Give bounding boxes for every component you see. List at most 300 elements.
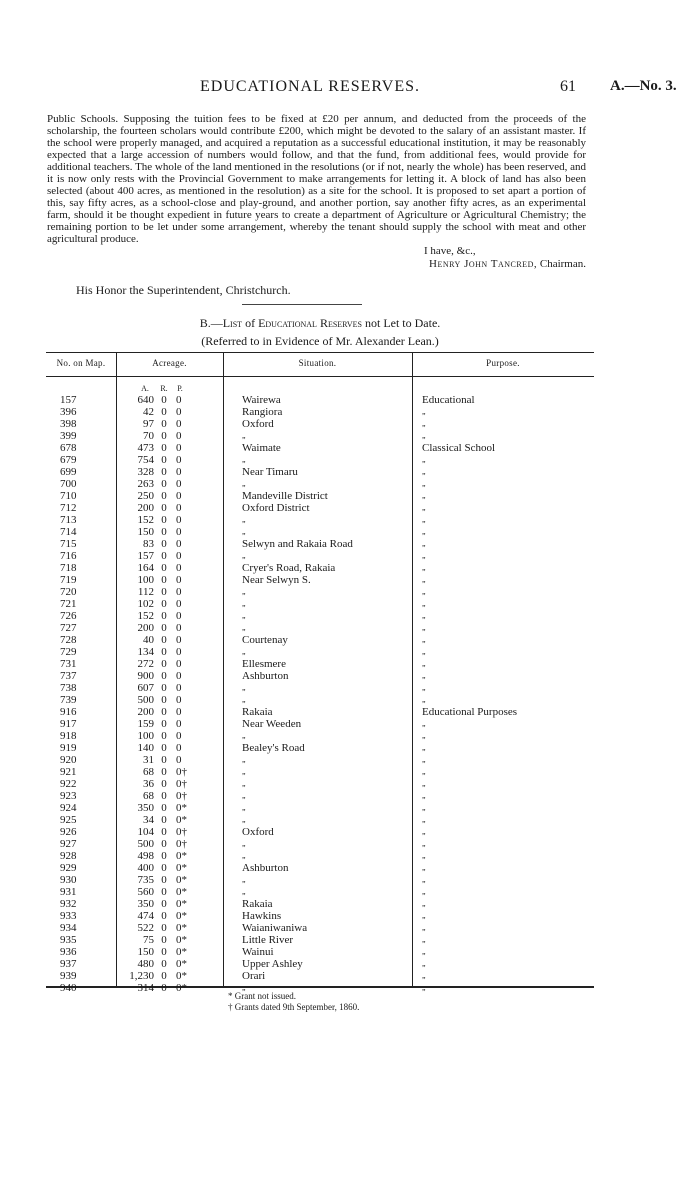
purpose-cell: „ [422, 407, 426, 416]
table-row [46, 442, 594, 454]
roods-cell: 0 [161, 442, 167, 454]
table-row [46, 598, 594, 610]
purpose-cell: „ [422, 539, 426, 548]
situation-cell: Little River [242, 934, 294, 946]
table-row [46, 874, 594, 886]
situation-cell: „ [242, 851, 246, 860]
perches-cell: 0 [176, 742, 182, 754]
perches-cell: 0* [176, 922, 187, 934]
perches-cell: 0* [176, 874, 187, 886]
table-row [46, 910, 594, 922]
situation-cell: „ [242, 683, 246, 692]
roods-cell: 0 [161, 622, 167, 634]
situation-cell: „ [242, 587, 246, 596]
map-number-cell: 678 [60, 442, 77, 454]
perches-cell: 0 [176, 718, 182, 730]
roods-cell: 0 [161, 754, 167, 766]
page-number: 61 [560, 78, 576, 95]
acres-cell: 350 [137, 898, 154, 910]
acres-cell: 42 [143, 406, 154, 418]
perches-cell: 0 [176, 562, 182, 574]
perches-cell: 0† [176, 790, 187, 802]
situation-cell: Selwyn and Rakaia Road [242, 538, 353, 550]
table-row [46, 682, 594, 694]
purpose-cell: „ [422, 815, 426, 824]
situation-cell: „ [242, 779, 246, 788]
purpose-cell: „ [422, 683, 426, 692]
roods-cell: 0 [161, 958, 167, 970]
table-row [46, 946, 594, 958]
roods-cell: 0 [161, 970, 167, 982]
roods-cell: 0 [161, 742, 167, 754]
letter-signoff [380, 245, 586, 271]
letter-addressee: His Honor the Superintendent, Christchurch. [76, 283, 291, 297]
perches-cell: 0 [176, 574, 182, 586]
perches-cell: 0* [176, 934, 187, 946]
roods-cell: 0 [161, 850, 167, 862]
roods-cell: 0 [161, 934, 167, 946]
table-row [46, 742, 594, 754]
map-number-cell: 679 [60, 454, 77, 466]
map-number-cell: 924 [60, 802, 77, 814]
perches-cell: 0 [176, 478, 182, 490]
acres-cell: 263 [137, 478, 154, 490]
purpose-cell: „ [422, 767, 426, 776]
situation-cell: Wairewa [242, 394, 281, 406]
situation-cell: „ [242, 983, 246, 992]
roods-cell: 0 [161, 634, 167, 646]
map-number-cell: 926 [60, 826, 77, 838]
table-row [46, 814, 594, 826]
purpose-cell: „ [422, 599, 426, 608]
acres-cell: 100 [137, 730, 154, 742]
acres-cell: 473 [137, 442, 154, 454]
purpose-cell: „ [422, 695, 426, 704]
purpose-cell: „ [422, 671, 426, 680]
table-row [46, 586, 594, 598]
unit-perches: P. [177, 384, 183, 393]
perches-cell: 0 [176, 754, 182, 766]
perches-cell: 0* [176, 814, 187, 826]
acres-cell: 200 [137, 622, 154, 634]
map-number-cell: 922 [60, 778, 77, 790]
perches-cell: 0* [176, 982, 187, 994]
situation-cell: „ [242, 839, 246, 848]
table-row [46, 574, 594, 586]
situation-cell: „ [242, 623, 246, 632]
purpose-cell: „ [422, 755, 426, 764]
footnote-grant-dated: † Grants dated 9th September, 1860. [228, 1002, 360, 1012]
list-title-list: List [222, 316, 243, 330]
table-row [46, 466, 594, 478]
table-row [46, 658, 594, 670]
roods-cell: 0 [161, 586, 167, 598]
acres-cell: 164 [137, 562, 154, 574]
perches-cell: 0† [176, 778, 187, 790]
roods-cell: 0 [161, 730, 167, 742]
table-row [46, 790, 594, 802]
map-number-cell: 918 [60, 730, 77, 742]
purpose-cell: „ [422, 563, 426, 572]
running-title: EDUCATIONAL RESERVES. [200, 78, 421, 95]
purpose-cell: „ [422, 647, 426, 656]
roods-cell: 0 [161, 514, 167, 526]
situation-cell: „ [242, 647, 246, 656]
perches-cell: 0 [176, 610, 182, 622]
purpose-cell: „ [422, 899, 426, 908]
acres-cell: 157 [137, 550, 154, 562]
acres-cell: 400 [137, 862, 154, 874]
acres-cell: 1,230 [129, 970, 154, 982]
acres-cell: 70 [143, 430, 154, 442]
purpose-cell: „ [422, 467, 426, 476]
perches-cell: 0 [176, 442, 182, 454]
letter-body: Public Schools. Supposing the tuition fees to be fixed at £20 per annum, and deducted from the proceeds of the scholarship, the fourteen scholars would contribute £200, which might be devoted to the salary of an assistant master. If the school were properly managed, and acquired a reputation as a successful educational institution, it may be reasonably expected that a large accession of numbers would follow, and that the fund, from additional fees, would provide for additional teachers. The whole of the land mentioned in the resolutions (or if not, nearly the whole) has been reserved, and it is now only rests with the Provincial Government to make arrangements for letting it. A block of land has also been selected (about 400 acres, as mentioned in the resolution) as a site for the school. It is proposed to set apart a portion of this, say fifty acres, as a school-close and play-ground, and another portion, say another fifty acres, as an experimental farm, should it be thought expedient in future years to create a department of Agriculture or Agricultural Chemistry; the remaining portion to be let under some arrangement, whereby the tenant should supply the school with meat and other agricultural produce. [47, 113, 586, 245]
purpose-cell: „ [422, 851, 426, 860]
perches-cell: 0 [176, 418, 182, 430]
acres-cell: 607 [137, 682, 154, 694]
situation-cell: „ [242, 431, 246, 440]
acres-cell: 152 [137, 610, 154, 622]
situation-cell: Upper Ashley [242, 958, 303, 970]
acres-cell: 500 [137, 838, 154, 850]
acres-cell: 159 [137, 718, 154, 730]
acres-cell: 350 [137, 802, 154, 814]
map-number-cell: 936 [60, 946, 77, 958]
map-number-cell: 715 [60, 538, 77, 550]
map-number-cell: 939 [60, 970, 77, 982]
roods-cell: 0 [161, 706, 167, 718]
map-number-cell: 937 [60, 958, 77, 970]
table-row [46, 922, 594, 934]
map-number-cell: 916 [60, 706, 77, 718]
roods-cell: 0 [161, 874, 167, 886]
table-row [46, 490, 594, 502]
perches-cell: 0 [176, 526, 182, 538]
situation-cell: „ [242, 455, 246, 464]
map-number-cell: 932 [60, 898, 77, 910]
purpose-cell: „ [422, 935, 426, 944]
acres-cell: 200 [137, 706, 154, 718]
map-number-cell: 927 [60, 838, 77, 850]
perches-cell: 0* [176, 862, 187, 874]
acres-cell: 328 [137, 466, 154, 478]
header-situation: Situation. [298, 358, 337, 368]
table-row [46, 886, 594, 898]
perches-cell: 0 [176, 598, 182, 610]
purpose-cell: „ [422, 971, 426, 980]
roods-cell: 0 [161, 682, 167, 694]
map-number-cell: 721 [60, 598, 77, 610]
perches-cell: 0* [176, 850, 187, 862]
purpose-cell: „ [422, 527, 426, 536]
acres-cell: 900 [137, 670, 154, 682]
map-number-cell: 710 [60, 490, 77, 502]
acres-cell: 150 [137, 946, 154, 958]
map-number-cell: 716 [60, 550, 77, 562]
perches-cell: 0 [176, 550, 182, 562]
roods-cell: 0 [161, 886, 167, 898]
purpose-cell: „ [422, 623, 426, 632]
roods-cell: 0 [161, 550, 167, 562]
table-row [46, 766, 594, 778]
acres-cell: 150 [137, 526, 154, 538]
map-number-cell: 934 [60, 922, 77, 934]
purpose-cell: „ [422, 491, 426, 500]
table-header-rule [46, 376, 594, 377]
situation-cell: Hawkins [242, 910, 282, 922]
map-number-cell: 925 [60, 814, 77, 826]
roods-cell: 0 [161, 574, 167, 586]
roods-cell: 0 [161, 562, 167, 574]
purpose-cell: „ [422, 875, 426, 884]
letter-closing: I have, &c., [424, 245, 476, 257]
situation-cell: Bealey's Road [242, 742, 305, 754]
map-number-cell: 920 [60, 754, 77, 766]
situation-cell: Waianiwaniwa [242, 922, 308, 934]
perches-cell: 0* [176, 802, 187, 814]
map-number-cell: 919 [60, 742, 77, 754]
acres-cell: 474 [137, 910, 154, 922]
map-number-cell: 729 [60, 646, 77, 658]
acres-cell: 68 [143, 766, 154, 778]
list-title-of: of [245, 316, 256, 330]
purpose-cell: „ [422, 503, 426, 512]
purpose-cell: „ [422, 779, 426, 788]
acres-cell: 522 [137, 922, 154, 934]
acres-cell: 102 [137, 598, 154, 610]
purpose-cell: „ [422, 587, 426, 596]
unit-acres: A. [141, 384, 149, 393]
situation-cell: „ [242, 515, 246, 524]
purpose-cell: „ [422, 551, 426, 560]
map-number-cell: 929 [60, 862, 77, 874]
table-row [46, 610, 594, 622]
table-row [46, 502, 594, 514]
situation-cell: „ [242, 527, 246, 536]
map-number-cell: 739 [60, 694, 77, 706]
purpose-cell: „ [422, 635, 426, 644]
table-row [46, 394, 594, 406]
acres-cell: 83 [143, 538, 154, 550]
roods-cell: 0 [161, 802, 167, 814]
map-number-cell: 157 [60, 394, 77, 406]
table-row [46, 778, 594, 790]
perches-cell: 0 [176, 502, 182, 514]
roods-cell: 0 [161, 898, 167, 910]
roods-cell: 0 [161, 862, 167, 874]
table-row [46, 898, 594, 910]
roods-cell: 0 [161, 778, 167, 790]
roods-cell: 0 [161, 946, 167, 958]
perches-cell: 0 [176, 406, 182, 418]
reserves-table [46, 352, 594, 994]
situation-cell: „ [242, 791, 246, 800]
situation-cell: „ [242, 731, 246, 740]
table-row [46, 562, 594, 574]
table-row [46, 718, 594, 730]
purpose-cell: „ [422, 575, 426, 584]
acres-cell: 480 [137, 958, 154, 970]
acres-cell: 134 [137, 646, 154, 658]
purpose-cell: „ [422, 923, 426, 932]
situation-cell: Oxford [242, 826, 274, 838]
table-row [46, 706, 594, 718]
map-number-cell: 928 [60, 850, 77, 862]
unit-roods: R. [160, 384, 168, 393]
perches-cell: 0 [176, 490, 182, 502]
acres-cell: 498 [137, 850, 154, 862]
roods-cell: 0 [161, 982, 167, 994]
purpose-cell: „ [422, 515, 426, 524]
map-number-cell: 738 [60, 682, 77, 694]
header-acreage: Acreage. [152, 358, 187, 368]
table-row [46, 970, 594, 982]
purpose-cell: „ [422, 983, 426, 992]
map-number-cell: 399 [60, 430, 77, 442]
situation-cell: Waimate [242, 442, 281, 454]
acres-cell: 112 [137, 586, 154, 598]
table-body [46, 394, 594, 994]
perches-cell: 0* [176, 958, 187, 970]
map-number-cell: 713 [60, 514, 77, 526]
map-number-cell: 726 [60, 610, 77, 622]
acres-cell: 140 [137, 742, 154, 754]
map-number-cell: 699 [60, 466, 77, 478]
situation-cell: Cryer's Road, Rakaia [242, 562, 336, 574]
perches-cell: 0 [176, 730, 182, 742]
acres-cell: 200 [137, 502, 154, 514]
purpose-cell: „ [422, 839, 426, 848]
table-row [46, 406, 594, 418]
roods-cell: 0 [161, 406, 167, 418]
perches-cell: 0 [176, 706, 182, 718]
table-row [46, 826, 594, 838]
perches-cell: 0 [176, 466, 182, 478]
perches-cell: 0† [176, 838, 187, 850]
roods-cell: 0 [161, 598, 167, 610]
purpose-cell: „ [422, 827, 426, 836]
situation-cell: Courtenay [242, 634, 288, 646]
table-row [46, 538, 594, 550]
roods-cell: 0 [161, 922, 167, 934]
table-row [46, 862, 594, 874]
purpose-cell: „ [422, 431, 426, 440]
table-row [46, 526, 594, 538]
list-title-suffix: not Let to Date. [364, 316, 441, 330]
purpose-cell: „ [422, 803, 426, 812]
footnotes [228, 991, 359, 1013]
roods-cell: 0 [161, 826, 167, 838]
table-row [46, 670, 594, 682]
perches-cell: 0 [176, 454, 182, 466]
table-row [46, 418, 594, 430]
situation-cell: „ [242, 551, 246, 560]
acres-cell: 31 [143, 754, 154, 766]
acres-cell: 250 [137, 490, 154, 502]
table-row [46, 430, 594, 442]
purpose-cell: „ [422, 863, 426, 872]
situation-cell: „ [242, 479, 246, 488]
perches-cell: 0 [176, 658, 182, 670]
table-row [46, 730, 594, 742]
roods-cell: 0 [161, 718, 167, 730]
header-purpose: Purpose. [486, 358, 520, 368]
roods-cell: 0 [161, 526, 167, 538]
perches-cell: 0 [176, 670, 182, 682]
table-row [46, 958, 594, 970]
header-map-number: No. on Map. [56, 358, 106, 368]
roods-cell: 0 [161, 646, 167, 658]
list-subtitle: (Referred to in Evidence of Mr. Alexander Lean.) [201, 334, 439, 348]
purpose-cell: Educational Purposes [422, 706, 518, 718]
signatory-name: Henry John Tancred, [429, 258, 538, 270]
table-top-rule [46, 352, 594, 353]
table-row [46, 634, 594, 646]
perches-cell: 0 [176, 586, 182, 598]
acres-cell: 640 [137, 394, 154, 406]
situation-cell: Rakaia [242, 706, 273, 718]
situation-cell: Oxford District [242, 502, 310, 514]
purpose-cell: Educational [422, 394, 475, 406]
perches-cell: 0 [176, 538, 182, 550]
situation-cell: „ [242, 611, 246, 620]
map-number-cell: 935 [60, 934, 77, 946]
running-head [0, 78, 700, 98]
situation-cell: „ [242, 695, 246, 704]
situation-cell: Ellesmere [242, 658, 286, 670]
roods-cell: 0 [161, 766, 167, 778]
roods-cell: 0 [161, 394, 167, 406]
map-number-cell: 917 [60, 718, 77, 730]
roods-cell: 0 [161, 502, 167, 514]
purpose-cell: „ [422, 791, 426, 800]
roods-cell: 0 [161, 430, 167, 442]
situation-cell: Rangiora [242, 406, 283, 418]
acres-cell: 272 [137, 658, 154, 670]
acres-cell: 560 [137, 886, 154, 898]
section-divider [242, 304, 362, 305]
map-number-cell: 737 [60, 670, 77, 682]
perches-cell: 0 [176, 430, 182, 442]
roods-cell: 0 [161, 790, 167, 802]
map-number-cell: 931 [60, 886, 77, 898]
roods-cell: 0 [161, 418, 167, 430]
table-row [46, 550, 594, 562]
roods-cell: 0 [161, 694, 167, 706]
list-title [0, 316, 640, 331]
situation-cell: „ [242, 767, 246, 776]
perches-cell: 0† [176, 826, 187, 838]
map-number-cell: 712 [60, 502, 77, 514]
purpose-cell: „ [422, 959, 426, 968]
acres-cell: 500 [137, 694, 154, 706]
situation-cell: Near Weeden [242, 718, 302, 730]
table-row [46, 850, 594, 862]
acres-cell: 36 [143, 778, 154, 790]
acres-cell: 100 [137, 574, 154, 586]
purpose-cell: „ [422, 947, 426, 956]
acres-cell: 97 [143, 418, 154, 430]
table-row [46, 478, 594, 490]
perches-cell: 0* [176, 946, 187, 958]
situation-cell: Wainui [242, 946, 274, 958]
roods-cell: 0 [161, 658, 167, 670]
purpose-cell: „ [422, 419, 426, 428]
acres-cell: 34 [143, 814, 154, 826]
roods-cell: 0 [161, 466, 167, 478]
map-number-cell: 398 [60, 418, 77, 430]
